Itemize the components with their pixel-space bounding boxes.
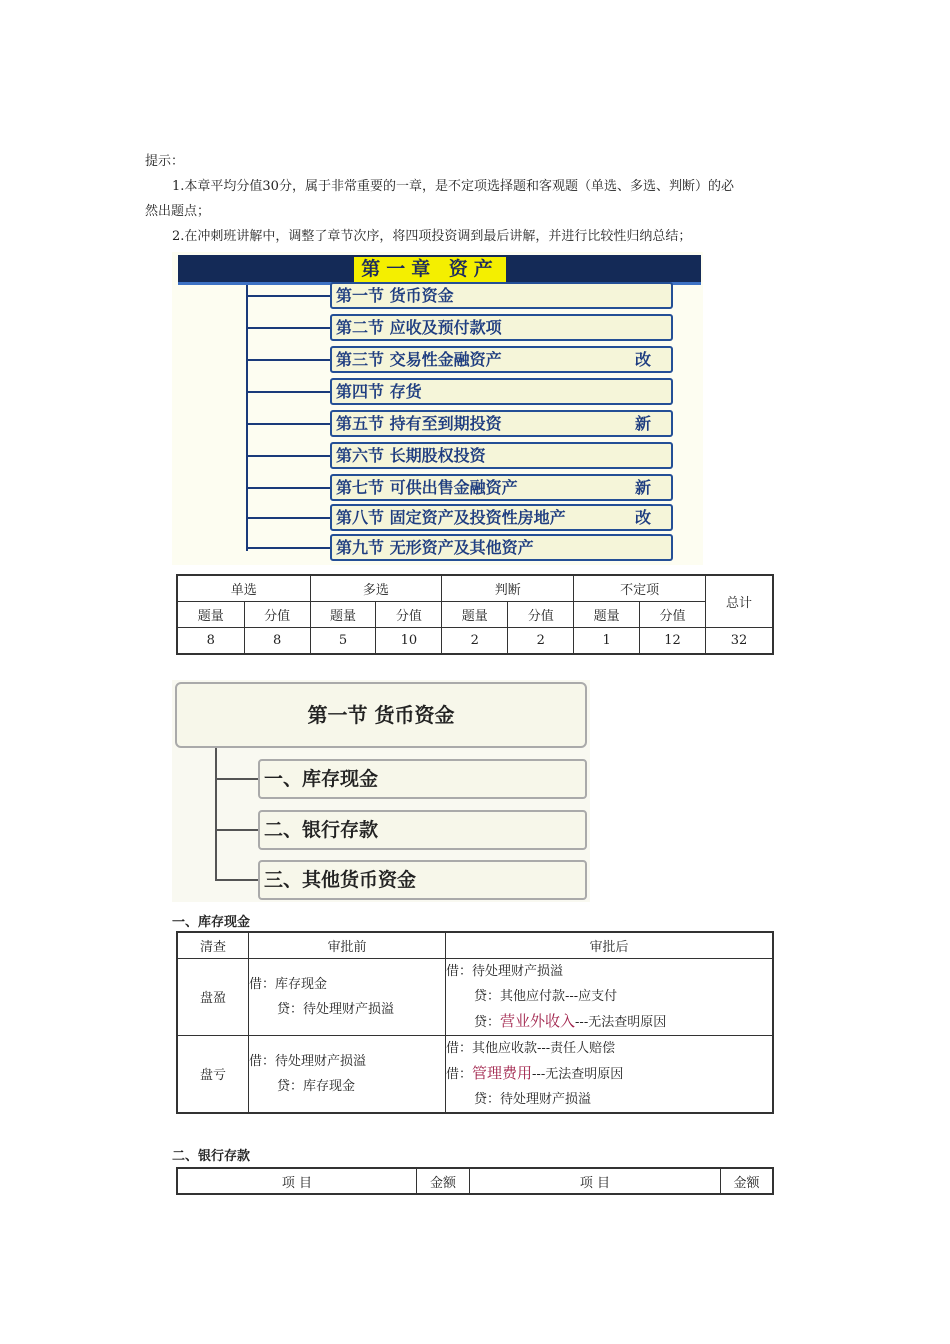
cash-header: 清查 — [177, 932, 249, 958]
bank-table — [176, 1167, 774, 1195]
entry-prefix: 贷： — [474, 1014, 501, 1030]
score-cell: 1 — [574, 628, 640, 655]
cash-after-cell — [446, 958, 774, 1035]
chapter-title: 第一章 资产 — [354, 257, 506, 282]
tree-branch-line — [246, 423, 330, 425]
entry-line: 借：其他应收款---责任人赔偿 — [446, 1040, 616, 1056]
score-group-header: 多选 — [310, 575, 442, 602]
hint-line-2: 2.在冲刺班讲解中，调整了章节次序，将四项投资调到最后讲解，并进行比较性归纳总结； — [172, 229, 692, 244]
tree-trunk-line — [246, 285, 248, 551]
score-group-header: 不定项 — [574, 575, 706, 602]
score-cell: 8 — [244, 628, 310, 655]
entry-line: 借：待处理财产损溢 — [249, 1053, 367, 1069]
chapter-section-box — [330, 314, 673, 341]
chapter-section-tag: 改 — [634, 508, 651, 527]
section-trunk-line — [215, 748, 217, 880]
bank-header: 项 目 — [470, 1168, 721, 1194]
score-cell: 10 — [376, 628, 442, 655]
score-sub-header: 分值 — [376, 602, 442, 628]
entry-line: 借：待处理财产损溢 — [446, 963, 564, 979]
cash-before-cell — [249, 1035, 446, 1113]
score-sub-header: 分值 — [640, 602, 706, 628]
tree-branch-line — [246, 487, 330, 489]
hint-line-1: 1.本章平均分值30分，属于非常重要的一章，是不定项选择题和客观题（单选、多选、判断）的必 — [172, 179, 734, 194]
bank-header: 金额 — [721, 1168, 774, 1194]
chapter-section-label: 第五节 持有至到期投资 — [336, 414, 502, 433]
score-sub-header: 题量 — [310, 602, 376, 628]
section-item-cash: 一、库存现金 — [258, 759, 587, 799]
entry-suffix: ---无法查明原因 — [575, 1014, 667, 1030]
score-cell: 2 — [442, 628, 508, 655]
entry-line: 贷：待处理财产损溢 — [474, 1091, 592, 1107]
score-cell: 5 — [310, 628, 376, 655]
bank-header: 项 目 — [177, 1168, 417, 1194]
section-item-bank: 二、银行存款 — [258, 810, 587, 850]
chapter-section-box — [330, 442, 673, 469]
score-total-cell: 32 — [706, 628, 774, 655]
tree-branch-line — [246, 547, 330, 549]
cash-row-label: 盘盈 — [177, 958, 249, 1035]
score-table — [176, 574, 774, 655]
chapter-section-box — [330, 410, 673, 437]
entry-line: 贷：库存现金 — [277, 1078, 356, 1094]
score-group-header: 判断 — [442, 575, 574, 602]
tree-branch-line — [246, 327, 330, 329]
score-total-header: 总计 — [706, 575, 774, 628]
chapter-section-label: 第二节 应收及预付款项 — [336, 318, 502, 337]
bank-heading: 二、银行存款 — [172, 1149, 251, 1164]
entry-line — [446, 1061, 772, 1087]
chapter-section-box — [330, 474, 673, 501]
highlight-account: 营业外收入 — [500, 1011, 576, 1030]
score-sub-header: 分值 — [508, 602, 574, 628]
chapter-diagram — [172, 252, 703, 565]
chapter-section-label: 第三节 交易性金融资产 — [336, 350, 502, 369]
chapter-section-label: 第七节 可供出售金融资产 — [336, 478, 518, 497]
chapter-section-box — [330, 378, 673, 405]
chapter-section-label: 第六节 长期股权投资 — [336, 446, 486, 465]
score-cell: 8 — [177, 628, 244, 655]
chapter-section-label: 第九节 无形资产及其他资产 — [336, 538, 534, 557]
cash-table — [176, 931, 774, 1114]
cash-header: 审批前 — [249, 932, 446, 958]
tree-branch-line — [246, 517, 330, 519]
cash-heading: 一、库存现金 — [172, 915, 251, 930]
chapter-header-bar — [178, 255, 701, 285]
score-sub-header: 题量 — [574, 602, 640, 628]
tree-branch-line — [246, 359, 330, 361]
tree-branch-line — [246, 391, 330, 393]
hint-label: 提示： — [145, 154, 185, 169]
section-branch-line — [215, 829, 258, 831]
chapter-section-label: 第四节 存货 — [336, 382, 422, 401]
cash-header: 审批后 — [446, 932, 774, 958]
chapter-section-tag: 新 — [634, 414, 651, 433]
entry-prefix: 借： — [446, 1066, 473, 1082]
entry-suffix: ---无法查明原因 — [532, 1066, 624, 1082]
cash-before-cell — [249, 958, 446, 1035]
section-branch-line — [215, 778, 258, 780]
chapter-section-box — [330, 282, 673, 309]
highlight-account: 管理费用 — [472, 1063, 533, 1082]
hint-line-1-cont: 然出题点； — [145, 204, 211, 219]
score-sub-header: 题量 — [442, 602, 508, 628]
cash-row-label: 盘亏 — [177, 1035, 249, 1113]
chapter-section-tag: 改 — [634, 350, 651, 369]
bank-header: 金额 — [417, 1168, 470, 1194]
chapter-section-label: 第八节 固定资产及投资性房地产 — [336, 508, 566, 527]
score-cell: 2 — [508, 628, 574, 655]
cash-after-cell — [446, 1035, 774, 1113]
score-sub-header: 题量 — [177, 602, 244, 628]
score-sub-header: 分值 — [244, 602, 310, 628]
entry-line — [446, 1009, 772, 1035]
chapter-section-tag: 新 — [634, 478, 651, 497]
score-group-header: 单选 — [177, 575, 310, 602]
chapter-section-box — [330, 534, 673, 561]
entry-line: 借：库存现金 — [249, 976, 328, 992]
section-diagram — [172, 680, 590, 902]
entry-line: 贷：待处理财产损溢 — [277, 1001, 395, 1017]
entry-line: 贷：其他应付款---应支付 — [474, 988, 618, 1004]
section-item-other: 三、其他货币资金 — [258, 860, 587, 900]
chapter-section-label: 第一节 货币资金 — [336, 286, 454, 305]
chapter-section-box — [330, 504, 673, 531]
tree-branch-line — [246, 295, 330, 297]
chapter-section-box — [330, 346, 673, 373]
section-branch-line — [215, 879, 258, 881]
score-cell: 12 — [640, 628, 706, 655]
tree-branch-line — [246, 455, 330, 457]
section-title: 第一节 货币资金 — [175, 682, 587, 748]
